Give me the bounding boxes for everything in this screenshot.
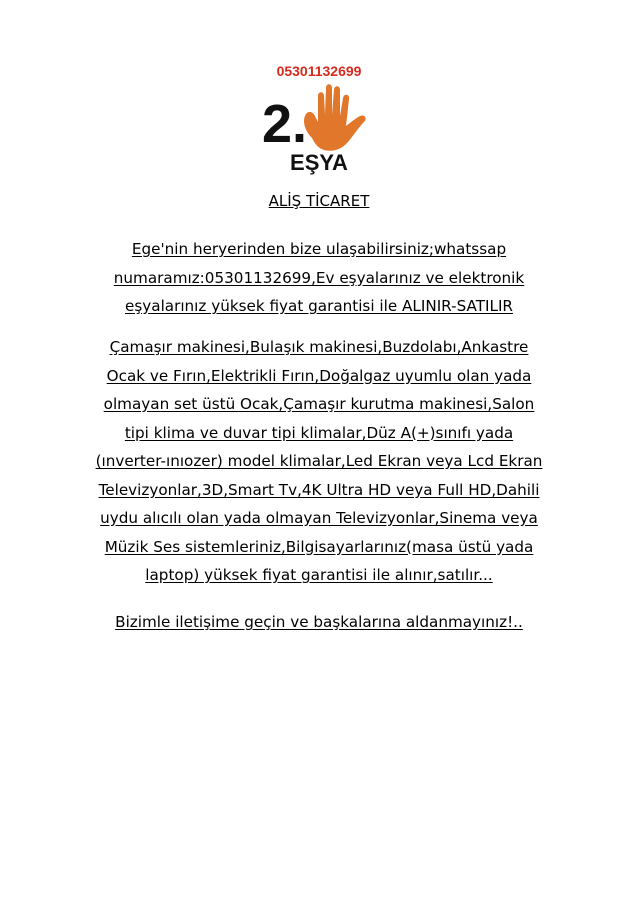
logo-phone-text: 05301132699 <box>276 63 362 79</box>
company-logo <box>260 60 378 176</box>
paragraph-line: eşyalarınız yüksek fiyat garantisi ile ALINIR-SATILIR <box>125 297 513 315</box>
intro-paragraph <box>0 235 638 321</box>
page-title: ALİŞ TİCARET <box>268 192 370 210</box>
products-paragraph <box>0 333 638 590</box>
closing-paragraph <box>0 612 638 632</box>
logo-number-text: 2. <box>262 94 308 154</box>
paragraph-line: uydu alıcılı olan yada olmayan Televizyonlar,Sinema veya <box>100 509 538 527</box>
paragraph-line: (ınverter-ınıozer) model klimalar,Led Ekran veya Lcd Ekran <box>95 452 543 470</box>
paragraph-line: olmayan set üstü Ocak,Çamaşır kurutma makinesi,Salon <box>103 395 535 413</box>
paragraph-line: Bizimle iletişime geçin ve başkalarına aldanmayınız!.. <box>115 613 523 631</box>
paragraph-line: Müzik Ses sistemleriniz,Bilgisayarlarınız(masa üstü yada <box>104 537 534 556</box>
paragraph-line: Televizyonlar,3D,Smart Tv,4K Ultra HD veya Full HD,Dahili <box>98 480 540 499</box>
paragraph-line: laptop) yüksek fiyat garantisi ile alınır,satılır... <box>145 566 493 584</box>
paragraph-line: Ege'nin heryerinden bize ulaşabilirsiniz;whatssap <box>131 240 507 258</box>
hand-icon <box>304 84 366 151</box>
paragraph-line: Ocak ve Fırın,Elektrikli Fırın,Doğalgaz uyumlu olan yada <box>106 366 532 385</box>
logo-word-text: EŞYA <box>290 150 348 175</box>
paragraph-line: Çamaşır makinesi,Bulaşık makinesi,Buzdolabı,Ankastre <box>109 338 529 356</box>
paragraph-line: tipi klima ve duvar tipi klimalar,Düz A(+)sınıfı yada <box>124 423 514 442</box>
paragraph-line: numaramız:05301132699,Ev eşyalarınız ve elektronik <box>113 268 525 287</box>
